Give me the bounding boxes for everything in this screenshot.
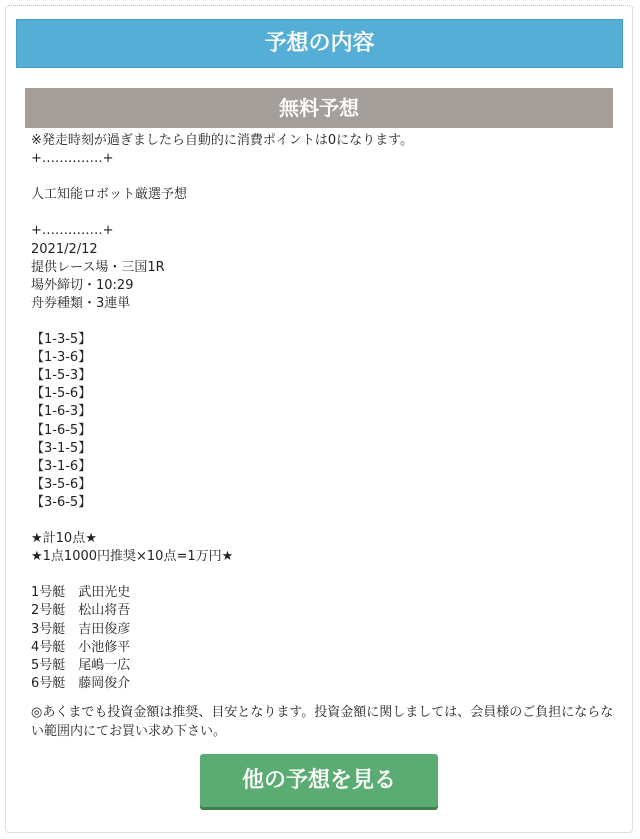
combination-item: 【3-1-6】 [31, 458, 92, 474]
investment-notice: ◎あくまでも投資金額は推奨、目安となります。投資金額に関しましては、会員様のご負担にならない範囲内にてお買い求め下さい。 [31, 705, 614, 739]
race-date: 2021/2/12 [31, 241, 98, 257]
ticket-type: 舟券種類・3連単 [31, 295, 131, 311]
text-line: ※発走時刻が過ぎましたら自動的に消費ポイントは0になります。 [31, 133, 414, 148]
racer-item: 5号艇 尾嶋一広 [31, 657, 131, 673]
page-title: 予想の内容 [16, 19, 623, 68]
text-line [31, 204, 611, 222]
text-line: +‥‥‥‥‥‥‥+ [31, 223, 114, 239]
combination-item: 【3-5-6】 [31, 476, 92, 492]
prediction-body [31, 132, 611, 693]
combination-item: 【1-5-6】 [31, 386, 92, 402]
text-line [31, 566, 611, 584]
combination-item: 【1-5-3】 [31, 368, 92, 384]
combination-item: 【1-3-5】 [31, 332, 92, 348]
combination-item: 【3-1-5】 [31, 440, 92, 456]
text-line [31, 512, 611, 530]
race-deadline: 場外締切・10:29 [31, 277, 134, 293]
recommended-amount: ★1点1000円推奨×10点=1万円★ [31, 549, 234, 565]
view-other-predictions-button[interactable]: 他の予想を見る [200, 754, 438, 807]
combination-item: 【1-6-5】 [31, 422, 92, 438]
racer-item: 2号艇 松山将吾 [31, 603, 131, 619]
racer-item: 3号艇 吉田俊彦 [31, 621, 131, 637]
race-venue: 提供レース場・三国1R [31, 259, 165, 275]
combination-item: 【1-3-6】 [31, 350, 92, 366]
racer-item: 4号艇 小池修平 [31, 639, 131, 655]
text-line [31, 313, 611, 331]
combination-item: 【3-6-5】 [31, 494, 92, 510]
text-line: +‥‥‥‥‥‥‥+ [31, 151, 114, 167]
racer-item: 6号艇 藤岡俊介 [31, 675, 131, 691]
text-line: 人工知能ロボット厳選予想 [31, 187, 188, 203]
text-line [31, 168, 611, 186]
racer-item: 1号艇 武田光史 [31, 585, 131, 601]
combination-item: 【1-6-3】 [31, 404, 92, 420]
section-title: 無料予想 [25, 88, 613, 128]
total-points: ★計10点★ [31, 531, 97, 547]
